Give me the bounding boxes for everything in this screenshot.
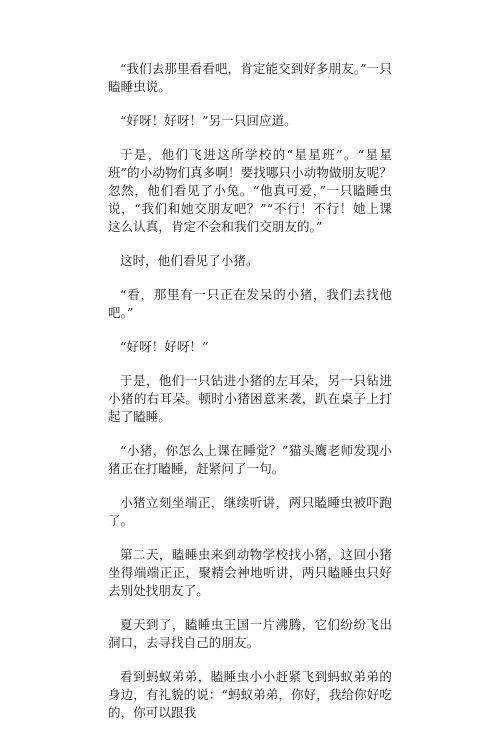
paragraph: 夏天到了，瞌睡虫王国一片沸腾，它们纷纷飞出洞口，去寻找自己的朋友。 [108,617,392,650]
paragraph: “小猪，你怎么上课在睡觉？”猫头鹰老师发现小猪正在打瞌睡，赶紧问了一句。 [108,443,392,476]
paragraph: 于是，他们飞进这所学校的“星星班”。“星星班”的小动物们真多啊！要找哪只小动物做朋友呢？忽然，他们看见了小兔。“他真可爱，”一只瞌睡虫说，“我们和她交朋友吧？”“不行！不行！她上课这么认真，肯定不会和我们交朋友的。” [108,147,392,234]
story-text [108,60,392,738]
paragraph: “我们去那里看看吧，肯定能交到好多朋友。”一只瞌睡虫说。 [108,61,392,94]
paragraph: 小猪立刻坐端正，继续听讲，两只瞌睡虫被吓跑了。 [108,495,392,528]
paragraph: 于是，他们一只钻进小猪的左耳朵，另一只钻进小猪的右耳朵。顿时小猪困意来袭，趴在桌子上打起了瞌睡。 [108,373,392,424]
paragraph: 第二天，瞌睡虫来到动物学校找小猪，这回小猪坐得端端正正，聚精会神地听讲，两只瞌睡虫只好去别处找朋友了。 [108,547,392,598]
paragraph: “看，那里有一只正在发呆的小猪，我们去找他吧。” [108,287,392,320]
paragraph: 这时，他们看见了小猪。 [120,253,259,268]
paragraph: “好呀！好呀！” [120,339,209,354]
paragraph: “好呀！好呀！”另一只回应道。 [120,113,297,128]
paragraph: 看到蚂蚁弟弟，瞌睡虫小小赶紧飞到蚂蚁弟弟的身边，有礼貌的说：“蚂蚁弟弟，你好，我给你好吃的，你可以跟我 [108,669,392,720]
